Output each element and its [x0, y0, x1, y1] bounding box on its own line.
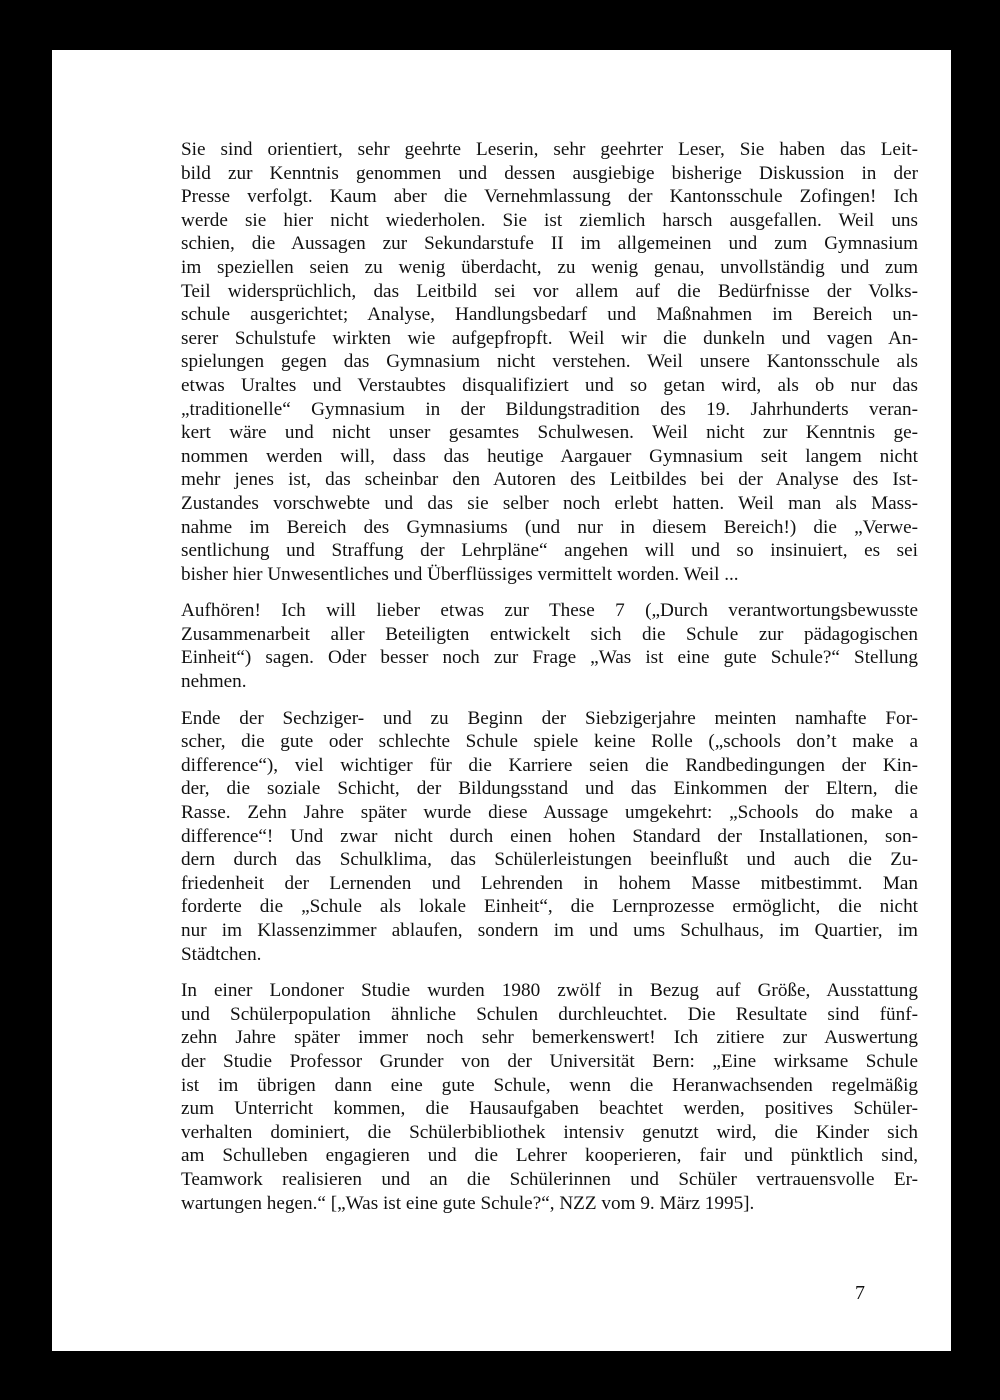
- text-line: im speziellen seien zu wenig überdacht, zu wenig genau, unvollständig und zum: [181, 256, 918, 278]
- text-line: dern durch das Schulklima, das Schülerleistungen beeinflußt und auch die Zu-: [181, 849, 918, 871]
- text-line: Rasse. Zehn Jahre später wurde diese Aussage umgekehrt: „Schools do make a: [181, 802, 918, 824]
- text-line: serer Schulstufe wirkten wie aufgepfropft. Weil wir die dunkeln und vagen An-: [181, 327, 918, 349]
- text-line: wartungen hegen.“ [„Was ist eine gute Schule?“, NZZ vom 9. März 1995].: [181, 1192, 755, 1214]
- text-line: der Studie Professor Grunder von der Universität Bern: „Eine wirksame Schule: [181, 1050, 918, 1072]
- text-line: „traditionelle“ Gymnasium in der Bildungstradition des 19. Jahrhunderts veran-: [181, 398, 918, 420]
- text-line: Zusammenarbeit aller Beteiligten entwickelt sich die Schule zur pädagogischen: [181, 623, 918, 645]
- text-line: zehn Jahre später immer noch sehr bemerkenswert! Ich zitiere zur Auswertung: [181, 1027, 918, 1049]
- paragraph-2: [181, 599, 918, 693]
- paragraph-3: [181, 707, 918, 967]
- text-line: verhalten dominiert, die Schülerbibliothek intensiv genutzt wird, die Kinder sich: [181, 1121, 918, 1143]
- text-line: etwas Uraltes und Verstaubtes disqualifiziert und so getan wird, als ob nur das: [181, 374, 918, 396]
- text-line: nommen werden will, dass das heutige Aargauer Gymnasium seit langem nicht: [181, 445, 918, 467]
- paragraph-4: [181, 979, 918, 1215]
- text-line: Ende der Sechziger- und zu Beginn der Siebzigerjahre meinten namhafte For-: [181, 707, 918, 729]
- text-line: spielungen gegen das Gymnasium nicht verstehen. Weil unsere Kantonsschule als: [181, 351, 918, 373]
- text-line: nehmen.: [181, 671, 247, 693]
- document-page: [52, 50, 951, 1351]
- text-line: schien, die Aussagen zur Sekundarstufe II im allgemeinen und zum Gymnasium: [181, 233, 918, 255]
- text-line: ist im übrigen dann eine gute Schule, wenn die Heranwachsenden regelmäßig: [181, 1074, 918, 1096]
- text-line: Zustandes vorschwebte und das sie selber noch erlebt hatten. Weil man als Mass-: [181, 492, 918, 514]
- text-line: difference“! Und zwar nicht durch einen hohen Standard der Installationen, son-: [181, 825, 918, 847]
- text-line: werde sie hier nicht wiederholen. Sie ist ziemlich harsch ausgefallen. Weil uns: [181, 209, 918, 231]
- text-line: scher, die gute oder schlechte Schule spiele keine Rolle („schools don’t make a: [181, 731, 918, 753]
- text-line: Einheit“) sagen. Oder besser noch zur Frage „Was ist eine gute Schule?“ Stellung: [181, 647, 918, 669]
- page-number: 7: [855, 1282, 865, 1304]
- text-line: der, die soziale Schicht, der Bildungsstand und das Einkommen der Eltern, die: [181, 778, 918, 800]
- text-line: am Schulleben engagieren und die Lehrer kooperieren, fair und pünktlich sind,: [181, 1145, 918, 1167]
- paragraph-1: [181, 138, 918, 586]
- text-line: sentlichung und Straffung der Lehrpläne“ angehen will und so insinuiert, es sei: [181, 540, 918, 562]
- text-line: und Schülerpopulation ähnliche Schulen durchleuchtet. Die Resultate sind fünf-: [181, 1003, 918, 1025]
- text-line: Aufhören! Ich will lieber etwas zur These 7 („Durch verantwortungsbewusste: [181, 600, 918, 622]
- text-line: Städtchen.: [181, 943, 262, 965]
- text-line: difference“), viel wichtiger für die Karriere seien die Randbedingungen der Kin-: [181, 754, 918, 776]
- text-line: nahme im Bereich des Gymnasiums (und nur in diesem Bereich!) die „Verwe-: [181, 516, 918, 538]
- text-line: Teil widersprüchlich, das Leitbild sei vor allem auf die Bedürfnisse der Volks-: [181, 280, 918, 302]
- text-line: zum Unterricht kommen, die Hausaufgaben beachtet werden, positives Schüler-: [181, 1098, 918, 1120]
- text-line: kert wäre und nicht unser gesamtes Schulwesen. Weil nicht zur Kenntnis ge-: [181, 422, 918, 444]
- text-line: nur im Klassenzimmer ablaufen, sondern im und ums Schulhaus, im Quartier, im: [181, 920, 918, 941]
- text-line: mehr jenes ist, das scheinbar den Autoren des Leitbildes bei der Analyse des Ist-: [181, 469, 918, 491]
- text-line: bisher hier Unwesentliches und Überflüssiges vermittelt worden. Weil ...: [181, 563, 739, 585]
- text-line: Sie sind orientiert, sehr geehrte Leserin, sehr geehrter Leser, Sie haben das Leit-: [181, 139, 918, 160]
- document-body: [181, 138, 918, 1228]
- text-line: schule ausgerichtet; Analyse, Handlungsbedarf und Maßnahmen im Bereich un-: [181, 304, 918, 326]
- text-line: bild zur Kenntnis genommen und dessen ausgiebige bisherige Diskussion in der: [181, 162, 918, 184]
- text-line: Presse verfolgt. Kaum aber die Vernehmlassung der Kantonsschule Zofingen! Ich: [181, 186, 918, 208]
- text-line: Teamwork realisieren und an die Schülerinnen und Schüler vertrauensvolle Er-: [181, 1168, 918, 1190]
- text-line: In einer Londoner Studie wurden 1980 zwölf in Bezug auf Größe, Ausstattung: [181, 980, 918, 1002]
- text-line: forderte die „Schule als lokale Einheit“, die Lernprozesse ermöglicht, die nicht: [181, 896, 918, 918]
- text-line: friedenheit der Lernenden und Lehrenden in hohem Masse mitbestimmt. Man: [181, 872, 918, 894]
